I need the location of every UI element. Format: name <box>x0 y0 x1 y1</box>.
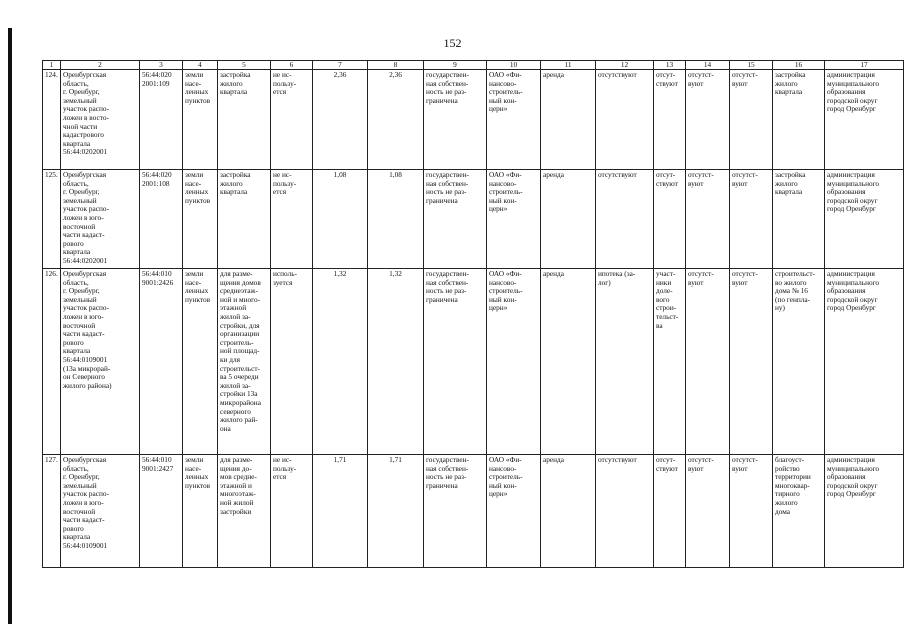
restriction-cell: отсутст- вуют <box>686 70 730 170</box>
page-number: 152 <box>443 36 462 50</box>
permitted-use-cell: застройка жилого квартала <box>218 170 271 269</box>
encumbrance-beneficiary-cell: отсут- ствуют <box>654 70 686 170</box>
encumbrance-beneficiary-cell: отсут- ствуют <box>654 170 686 269</box>
encumbrance-beneficiary-cell: отсут- ствуют <box>654 455 686 568</box>
encumbrance-beneficiary-cell: участ- ники доле- вого строи- тельст- ва <box>654 269 686 455</box>
usage-status-cell: не ис- пользу- ется <box>271 170 313 269</box>
column-header: 17 <box>825 61 904 70</box>
column-header: 10 <box>487 61 541 70</box>
table-row <box>43 455 904 568</box>
ownership-cell: государствен- ная собствен- ность не раз- граничена <box>424 70 487 170</box>
area-cell: 1,32 <box>368 269 424 455</box>
column-header: 2 <box>61 61 140 70</box>
table-row <box>43 170 904 269</box>
restriction-cell: отсутст- вуют <box>730 70 773 170</box>
right-type-cell: аренда <box>541 455 596 568</box>
purpose-cell: благоуст- ройство территории многоквар- тирного жилого дома <box>773 455 825 568</box>
land-category-cell: земли насе- ленных пунктов <box>183 269 218 455</box>
ownership-cell: государствен- ная собствен- ность не раз- граничена <box>424 455 487 568</box>
binding-edge <box>8 28 12 624</box>
encumbrance-cell: отсутствуют <box>596 70 654 170</box>
right-holder-cell: ОАО «Фи- нансово- строитель- ный кон- церн» <box>487 269 541 455</box>
column-header: 7 <box>313 61 368 70</box>
column-header: 4 <box>183 61 218 70</box>
area-cell: 1,71 <box>313 455 368 568</box>
permitted-use-cell: застройка жилого квартала <box>218 70 271 170</box>
usage-status-cell: исполь- зуется <box>271 269 313 455</box>
encumbrance-cell: ипотека (за- лог) <box>596 269 654 455</box>
authority-cell: администрация муниципального образования городской округ город Оренбург <box>825 170 904 269</box>
column-header: 13 <box>654 61 686 70</box>
location-cell: Оренбургская область, г. Оренбург, земельный участок распо- ложен в восто- чной части кадастрового квартала 56:44:0202001 <box>61 70 140 170</box>
land-category-cell: земли насе- ленных пунктов <box>183 455 218 568</box>
column-header: 6 <box>271 61 313 70</box>
restriction-cell: отсутст- вуют <box>686 455 730 568</box>
permitted-use-cell: для разме- щения домов среднеэтаж- ной и много- этажной жилой за- стройки, для организации строитель- ной площад- ки для строительст- ва 5 очереди жилой за- стройки 13а микрорайона северного жилого рай- она <box>218 269 271 455</box>
area-cell: 1,08 <box>313 170 368 269</box>
encumbrance-cell: отсутствуют <box>596 455 654 568</box>
authority-cell: администрация муниципального образования городской округ город Оренбург <box>825 455 904 568</box>
cadastral-number-cell: 56:44:010 9001:2427 <box>140 455 183 568</box>
purpose-cell: застройка жилого квартала <box>773 70 825 170</box>
right-type-cell: аренда <box>541 170 596 269</box>
purpose-cell: строительст- во жилого дома № 16 (по генпла- ну) <box>773 269 825 455</box>
land-plot-table <box>42 60 904 568</box>
land-category-cell: земли насе- ленных пунктов <box>183 170 218 269</box>
ownership-cell: государствен- ная собствен- ность не раз- граничена <box>424 269 487 455</box>
authority-cell: администрация муниципального образования городской округ город Оренбург <box>825 269 904 455</box>
area-cell: 1,32 <box>313 269 368 455</box>
cadastral-number-cell: 56:44:010 9001:2426 <box>140 269 183 455</box>
row-number: 127. <box>43 455 61 568</box>
column-header: 16 <box>773 61 825 70</box>
permitted-use-cell: для разме- щения до- мов средне- этажной и многоэтаж- ной жилой застройки <box>218 455 271 568</box>
column-header: 12 <box>596 61 654 70</box>
right-holder-cell: ОАО «Фи- нансово- строитель- ный кон- церн» <box>487 70 541 170</box>
restriction-cell: отсутст- вуют <box>686 269 730 455</box>
right-type-cell: аренда <box>541 70 596 170</box>
area-cell: 2,36 <box>368 70 424 170</box>
right-holder-cell: ОАО «Фи- нансово- строитель- ный кон- церн» <box>487 455 541 568</box>
restriction-cell: отсутст- вуют <box>730 455 773 568</box>
area-cell: 1,71 <box>368 455 424 568</box>
row-number: 124. <box>43 70 61 170</box>
location-cell: Оренбургская область, г. Оренбург, земельный участок распо- ложен в юго- восточной части кадаст- рового квартала 56:44:0109001 (13а микрорай- он Северного жилого района) <box>61 269 140 455</box>
right-holder-cell: ОАО «Фи- нансово- строитель- ный кон- церн» <box>487 170 541 269</box>
table-row <box>43 70 904 170</box>
land-category-cell: земли насе- ленных пунктов <box>183 70 218 170</box>
usage-status-cell: не ис- пользу- ется <box>271 455 313 568</box>
authority-cell: администрация муниципального образования городской округ город Оренбург <box>825 70 904 170</box>
location-cell: Оренбургская область, г. Оренбург, земельный участок распо- ложен в юго- восточной части кадаст- рового квартала 56:44:0109001 <box>61 455 140 568</box>
restriction-cell: отсутст- вуют <box>730 170 773 269</box>
header-row <box>43 61 904 70</box>
restriction-cell: отсутст- вуют <box>686 170 730 269</box>
area-cell: 2,36 <box>313 70 368 170</box>
purpose-cell: застройка жилого квартала <box>773 170 825 269</box>
column-header: 8 <box>368 61 424 70</box>
restriction-cell: отсутст- вуют <box>730 269 773 455</box>
row-number: 125. <box>43 170 61 269</box>
encumbrance-cell: отсутствуют <box>596 170 654 269</box>
area-cell: 1,08 <box>368 170 424 269</box>
usage-status-cell: не ис- пользу- ется <box>271 70 313 170</box>
column-header: 5 <box>218 61 271 70</box>
cadastral-number-cell: 56:44:020 2001:108 <box>140 170 183 269</box>
column-header: 14 <box>686 61 730 70</box>
column-header: 3 <box>140 61 183 70</box>
column-header: 11 <box>541 61 596 70</box>
table-row <box>43 269 904 455</box>
right-type-cell: аренда <box>541 269 596 455</box>
column-header: 1 <box>43 61 61 70</box>
cadastral-number-cell: 56:44:020 2001:109 <box>140 70 183 170</box>
row-number: 126. <box>43 269 61 455</box>
column-header: 9 <box>424 61 487 70</box>
location-cell: Оренбургская область, г. Оренбург, земельный участок распо- ложен в юго- восточной части кадаст- рового квартала 56:44:0202001 <box>61 170 140 269</box>
column-header: 15 <box>730 61 773 70</box>
ownership-cell: государствен- ная собствен- ность не раз- граничена <box>424 170 487 269</box>
